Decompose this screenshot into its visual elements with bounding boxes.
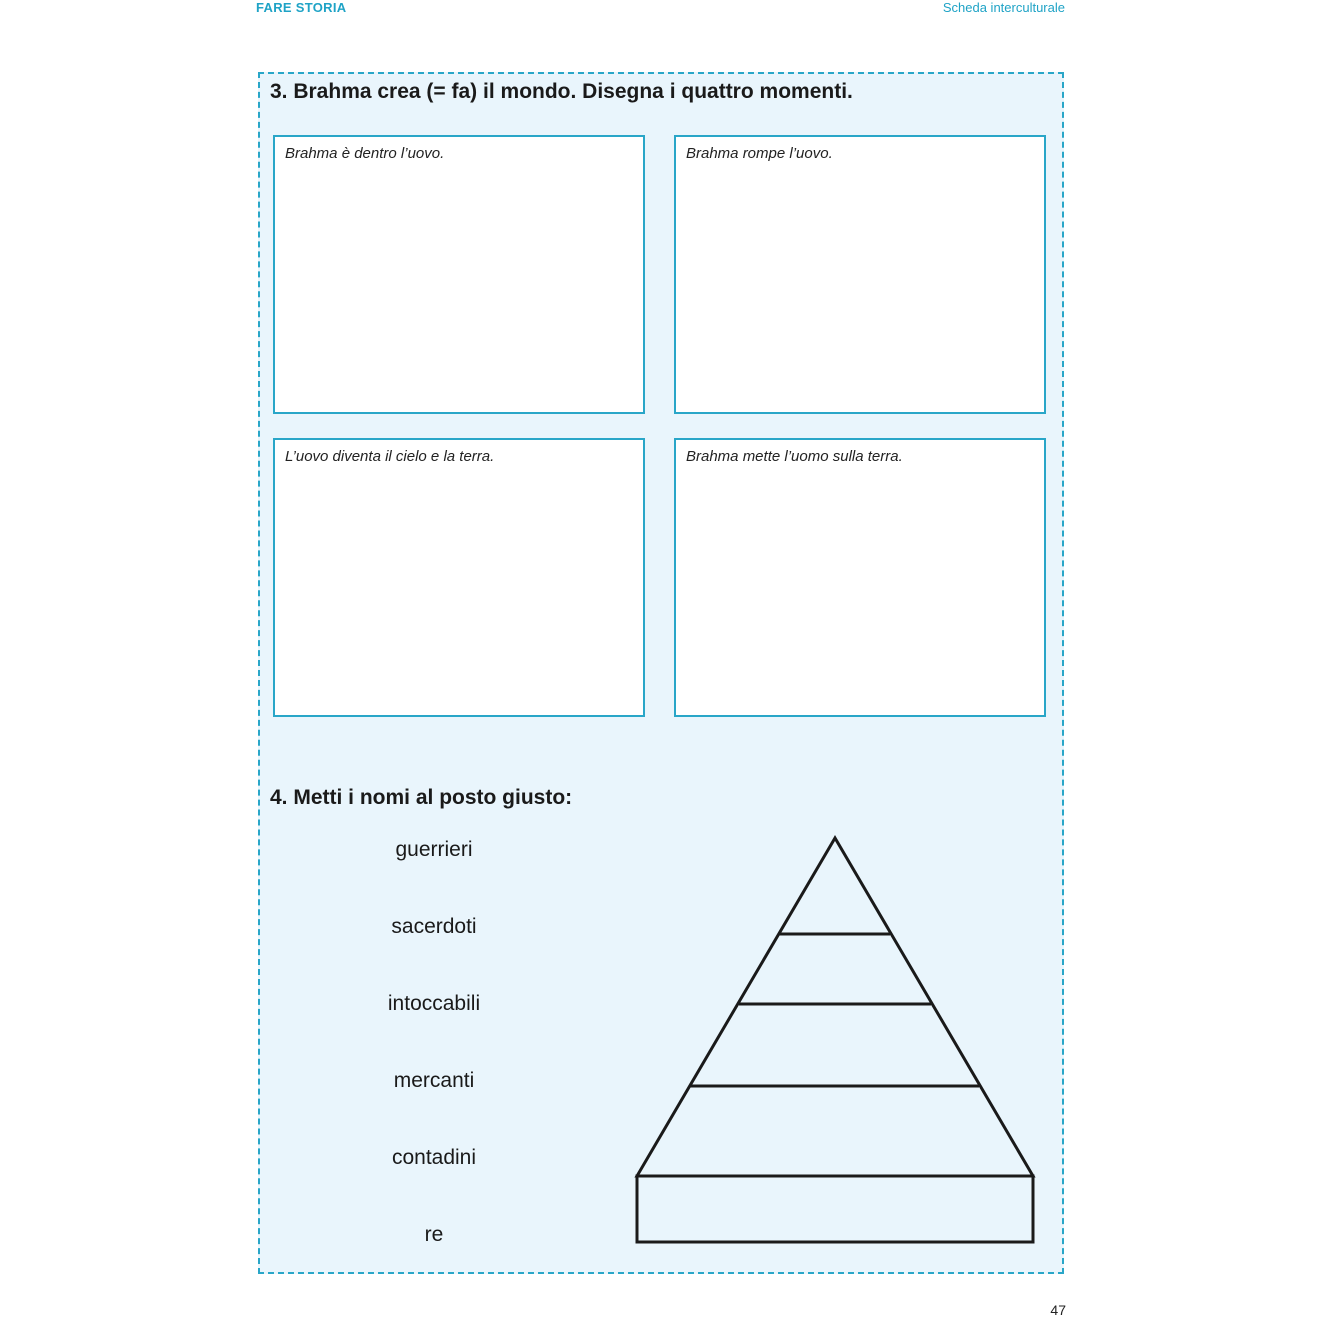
section-title: FARE STORIA <box>256 0 347 15</box>
caste-word[interactable]: intoccabili <box>387 992 481 1015</box>
pyramid-outline <box>637 838 1033 1176</box>
exercise-4-title: 4. Metti i nomi al posto giusto: <box>270 786 573 809</box>
caste-word[interactable]: sacerdoti <box>391 915 477 938</box>
drawing-box-3[interactable] <box>273 438 645 717</box>
drawing-box-1[interactable] <box>273 135 645 414</box>
page-number: 47 <box>1050 1302 1066 1318</box>
drawing-box-4[interactable] <box>674 438 1046 717</box>
caste-word[interactable]: guerrieri <box>395 838 473 861</box>
exercise-3-title: 3. Brahma crea (= fa) il mondo. Disegna i quattro momenti. <box>270 80 853 103</box>
sheet-type-label: Scheda interculturale <box>942 0 1065 15</box>
drawing-box-caption: L’uovo diventa il cielo e la terra. <box>285 448 495 465</box>
drawing-box-caption: Brahma mette l’uomo sulla terra. <box>686 448 903 465</box>
caste-word[interactable]: contadini <box>391 1146 477 1169</box>
drawing-box-caption: Brahma rompe l’uovo. <box>686 145 833 162</box>
caste-word[interactable]: re <box>424 1223 444 1246</box>
drawing-box-2[interactable] <box>674 135 1046 414</box>
caste-word[interactable]: mercanti <box>393 1069 475 1092</box>
pyramid-base <box>637 1176 1033 1242</box>
drawing-box-caption: Brahma è dentro l’uovo. <box>285 145 445 162</box>
caste-pyramid <box>630 830 1040 1250</box>
